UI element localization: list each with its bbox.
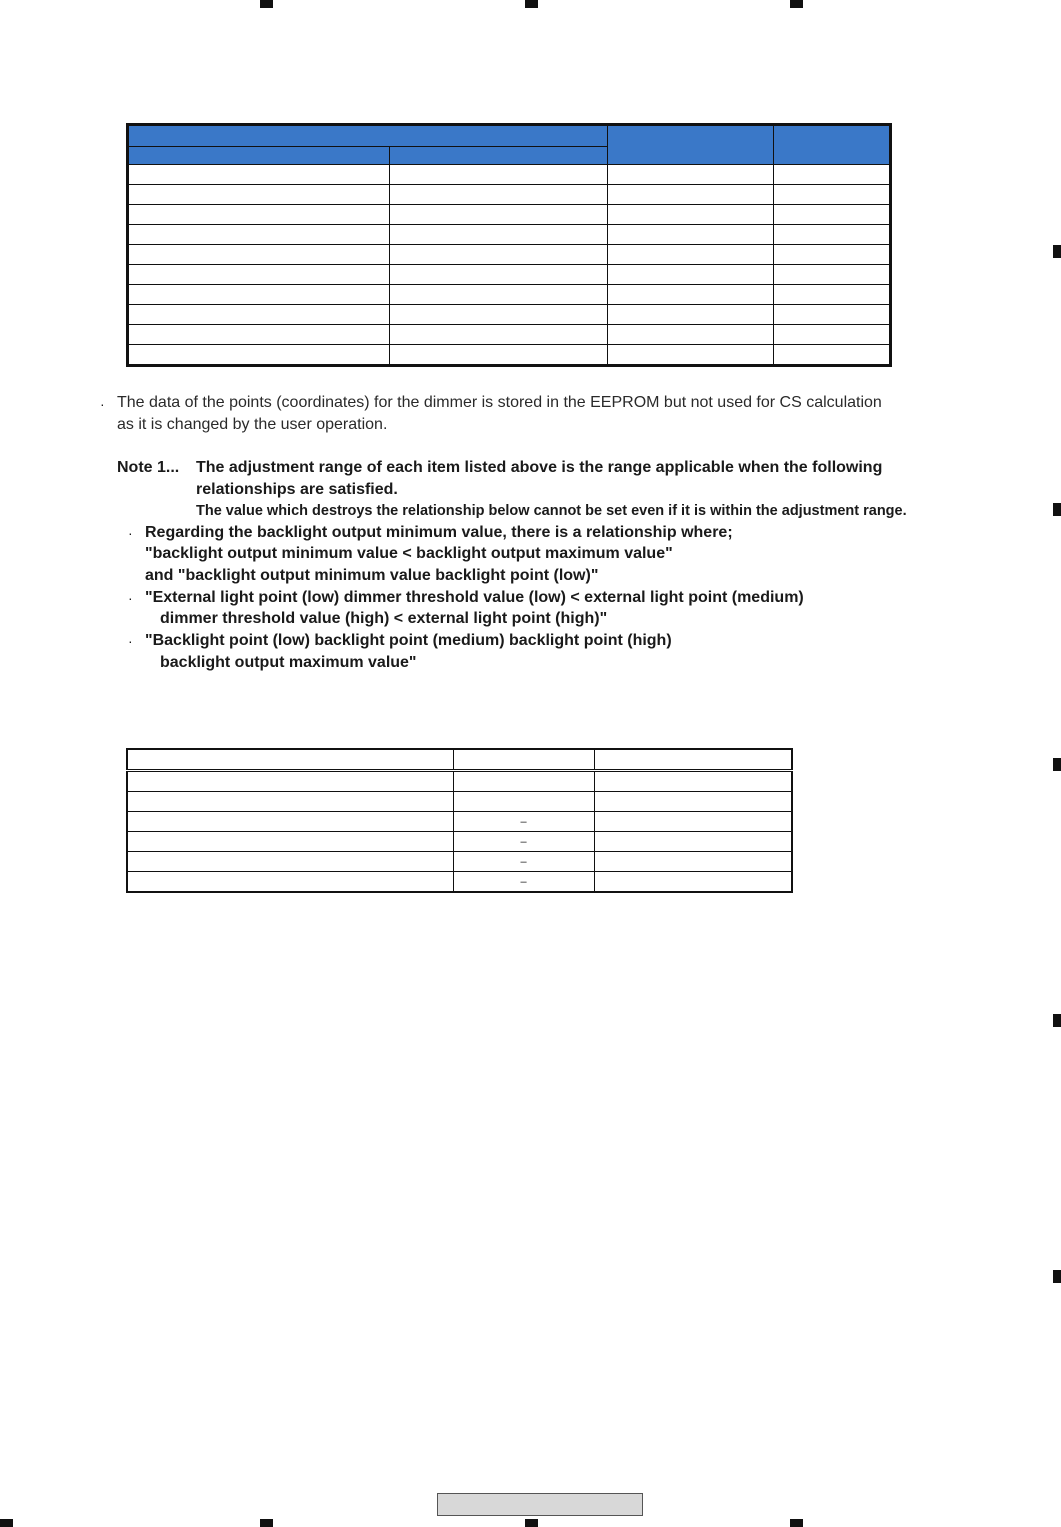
table-header-cell <box>390 147 608 165</box>
registration-mark <box>1053 503 1061 516</box>
table-row <box>128 265 891 285</box>
registration-mark <box>1053 1270 1061 1283</box>
table-header-cell <box>128 125 608 147</box>
note-label: Note 1... <box>117 459 180 476</box>
dash-value: – <box>453 832 594 852</box>
note-bullet-line: and "backlight output minimum value backlight point (low)" <box>145 567 599 584</box>
registration-mark <box>525 0 538 8</box>
bullet-dot: · <box>128 590 133 606</box>
bullet-dot: · <box>100 396 105 412</box>
settings-table <box>126 748 793 893</box>
table-header-cell <box>128 147 390 165</box>
registration-mark <box>790 0 803 8</box>
note-bullet-line: "backlight output minimum value < backlight output maximum value" <box>145 545 673 562</box>
registration-mark <box>525 1519 538 1527</box>
table-row <box>128 205 891 225</box>
note-bullet-line: backlight output maximum value" <box>160 654 417 671</box>
registration-mark <box>790 1519 803 1527</box>
table-row <box>128 165 891 185</box>
bullet-dot: · <box>128 633 133 649</box>
table-row <box>127 852 792 872</box>
table-row <box>128 325 891 345</box>
note-bullet-line: "External light point (low) dimmer threshold value (low) < external light point (medium) <box>145 589 804 606</box>
note-bullet-line: dimmer threshold value (high) < external light point (high)" <box>160 610 608 627</box>
note-bullet-line: "Backlight point (low) backlight point (medium) backlight point (high) <box>145 632 672 649</box>
table-row <box>128 185 891 205</box>
table-header-row <box>127 749 792 771</box>
paragraph-line: The data of the points (coordinates) for the dimmer is stored in the EEPROM but not used for CS calculation <box>117 394 882 411</box>
note-line: relationships are satisfied. <box>196 481 398 498</box>
registration-mark <box>260 0 273 8</box>
registration-mark <box>1053 1014 1061 1027</box>
table-row <box>128 225 891 245</box>
registration-mark <box>260 1519 273 1527</box>
dash-value: – <box>453 852 594 872</box>
note-warning: The value which destroys the relationship below cannot be set even if it is within the adjustment range. <box>196 503 907 519</box>
table-row <box>127 792 792 812</box>
table-header-cell <box>608 125 774 165</box>
paragraph-line: as it is changed by the user operation. <box>117 416 388 433</box>
bullet-dot: · <box>128 525 133 541</box>
table-row <box>128 345 891 366</box>
table-row <box>128 245 891 265</box>
registration-mark <box>0 1519 13 1527</box>
table-row <box>128 285 891 305</box>
adjustment-table <box>126 123 892 367</box>
table-row <box>127 771 792 792</box>
registration-mark <box>1053 245 1061 258</box>
note-bullet-line: Regarding the backlight output minimum value, there is a relationship where; <box>145 524 733 541</box>
table-row <box>127 872 792 893</box>
page-number-box <box>437 1493 643 1516</box>
table-header-cell <box>774 125 891 165</box>
table-header-row <box>128 125 891 147</box>
note-line: The adjustment range of each item listed above is the range applicable when the following <box>196 459 883 476</box>
table-row <box>127 832 792 852</box>
table-row <box>128 305 891 325</box>
dash-value: – <box>453 872 594 893</box>
registration-mark <box>1053 758 1061 771</box>
dash-value: – <box>453 812 594 832</box>
table-row <box>127 812 792 832</box>
